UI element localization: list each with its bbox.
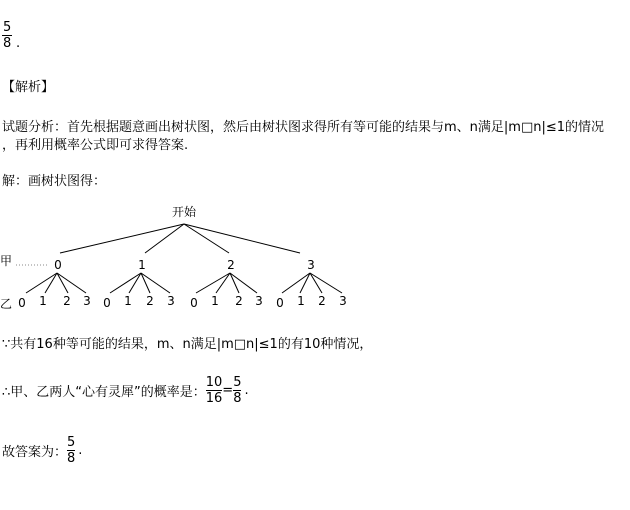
leaf-0-2: 2 xyxy=(63,294,71,308)
fraction-numerator: 5 xyxy=(67,434,76,450)
leaf-2-2: 2 xyxy=(235,294,243,308)
period: . xyxy=(244,382,249,398)
probability-prefix: ∴甲、乙两人“心有灵犀”的概率是： xyxy=(2,384,206,400)
leaf-1-1: 1 xyxy=(124,294,132,308)
fraction-numerator: 5 xyxy=(233,374,242,390)
period: . xyxy=(78,442,83,458)
tree-branch xyxy=(184,224,300,253)
level1-node-1: 1 xyxy=(138,258,146,272)
answer-denominator: 8 xyxy=(3,36,12,51)
leaf-0-3: 3 xyxy=(83,294,91,308)
branch-group-1 xyxy=(110,273,170,293)
leaf-0-0: 0 xyxy=(18,296,26,310)
level1-node-0: 0 xyxy=(54,258,62,272)
fraction-numerator: 10 xyxy=(205,374,223,390)
fraction-10-16 xyxy=(206,375,223,406)
analysis-line-2: ，再利用概率公式即可求得答案. xyxy=(2,138,189,153)
leaf-0-1: 1 xyxy=(39,294,47,308)
level1-label: 甲 xyxy=(0,254,13,268)
fraction-denominator: 8 xyxy=(233,390,242,406)
leaf-2-1: 1 xyxy=(211,294,219,308)
level1-node-3: 3 xyxy=(307,258,315,272)
answer-period: . xyxy=(16,36,21,51)
leaf-3-1: 1 xyxy=(297,294,305,308)
branch-group-2 xyxy=(196,273,257,293)
leaf-1-2: 2 xyxy=(146,294,154,308)
tree-branch xyxy=(184,224,229,253)
leaf-2-3: 3 xyxy=(255,294,263,308)
tree-diagram xyxy=(0,195,380,320)
solution-intro: 解：画树状图得： xyxy=(2,174,107,189)
leaf-3-2: 2 xyxy=(318,294,326,308)
fraction-5-8 xyxy=(233,375,241,406)
answer-fraction xyxy=(2,20,12,51)
conclusion-line-1: ∵共有16种等可能的结果，m、n满足|m□n|≤1的有10种情况， xyxy=(2,337,373,352)
fraction-denominator: 8 xyxy=(67,450,76,466)
answer-numerator: 5 xyxy=(3,20,12,35)
conclusion-line-2 xyxy=(2,372,249,408)
leaf-3-0: 0 xyxy=(276,296,284,310)
final-answer xyxy=(2,432,82,468)
level1-node-2: 2 xyxy=(227,258,235,272)
analysis-line-1: 试题分析：首先根据题意画出树状图，然后由树状图求得所有等可能的结果与m、n满足|m□n|≤1的情况 xyxy=(2,120,605,135)
leaf-1-0: 0 xyxy=(103,296,111,310)
equals-sign: = xyxy=(222,382,234,398)
fraction-denominator: 16 xyxy=(205,390,223,406)
leaf-1-3: 3 xyxy=(167,294,175,308)
branch-group-3 xyxy=(282,273,342,293)
tree-root: 开始 xyxy=(171,205,197,219)
final-fraction xyxy=(67,435,75,466)
leaf-2-0: 0 xyxy=(190,296,198,310)
section-title: 【解析】 xyxy=(2,80,55,95)
final-prefix: 故答案为： xyxy=(2,444,68,460)
level2-label: 乙 xyxy=(0,297,13,311)
tree-branch xyxy=(60,224,184,253)
leaf-3-3: 3 xyxy=(339,294,347,308)
branch-group-0 xyxy=(26,273,86,293)
